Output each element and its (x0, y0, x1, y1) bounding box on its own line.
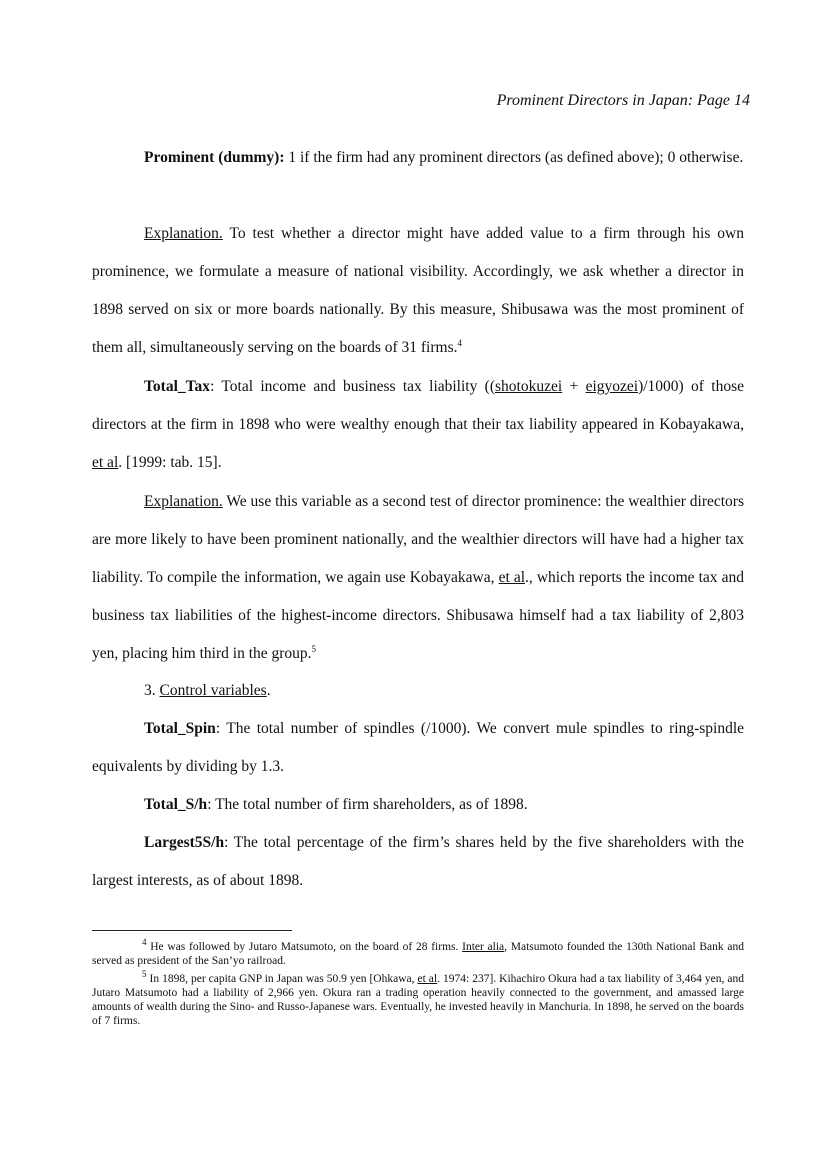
total-tax-text-c: . [1999: tab. 15]. (118, 454, 222, 471)
largest5-term: Largest5S/h (144, 834, 225, 851)
explanation-text-2a: We use this variable as a second test of director prominence: the wealthier directors are more likely to have been prominent nationally, and the wealthier directors will have had a higher tax liability. To compile the information, we again use Kobayakawa, (92, 493, 744, 586)
explanation-text-2b: ., which reports the income tax and business tax liabilities of the highest-income directors. Shibusawa himself had a tax liability of 2,803 yen, placing him third in the group. (92, 569, 744, 662)
explanation-paragraph-1 (92, 215, 744, 367)
prominent-definition (92, 139, 744, 177)
total-spin-definition (92, 710, 744, 786)
total-spin-term: Total_Spin (144, 720, 216, 737)
section-3-heading (92, 672, 744, 710)
footnote-4-text-a: He was followed by Jutaro Matsumoto, on the board of 28 firms. (146, 941, 463, 953)
explanation-text-1: To test whether a director might have added value to a firm through his own prominence, we formulate a measure of national visibility. Accordingly, we ask whether a director in 1898 served on six or more boards nationally. By this measure, Shibusawa was the most prominent of them all, simultaneously serving on the boards of 31 firms. (92, 225, 744, 356)
et-al-3: et al (417, 973, 438, 985)
total-tax-term: Total_Tax (144, 378, 211, 395)
total-tax-text-a: : Total income and business tax liability (( (210, 378, 496, 395)
total-spin-text: : The total number of spindles (/1000). We convert mule spindles to ring-spindle equivalents by dividing by 1.3. (92, 720, 744, 775)
section-3-number: 3. (144, 682, 160, 699)
shotokuzei-term: shotokuzei (495, 378, 563, 395)
footnote-ref-5: 5 (311, 643, 317, 654)
total-tax-plus: + (562, 378, 586, 395)
largest5-definition (92, 824, 744, 900)
footnote-4-text-b: , Matsumoto founded the 130th National Bank and served as president of the San’yo railroad. (92, 941, 744, 967)
running-header: Prominent Directors in Japan: Page 14 (496, 92, 750, 109)
total-sh-text: : The total number of firm shareholders, as of 1898. (207, 796, 528, 813)
et-al-1: et al (92, 454, 119, 471)
explanation-label-1: Explanation. (144, 225, 223, 242)
footnote-5-text-a: In 1898, per capita GNP in Japan was 50.9 yen [Ohkawa, (146, 973, 418, 985)
footnote-mark-4: 4 (142, 937, 147, 948)
et-al-2: et al (498, 569, 526, 586)
largest5-text: : The total percentage of the firm’s shares held by the five shareholders with the largest interests, as of about 1898. (92, 834, 744, 889)
footnote-separator (92, 930, 292, 931)
section-3-period: . (266, 682, 271, 699)
footnote-4 (92, 937, 744, 968)
prominent-term: Prominent (dummy): (144, 149, 285, 166)
total-tax-definition (92, 368, 744, 482)
prominent-text: 1 if the firm had any prominent directors (as defined above); 0 otherwise. (284, 149, 744, 166)
inter-alia: Inter alia (462, 941, 505, 953)
eigyozei-term: eigyozei (585, 378, 639, 395)
section-3-title: Control variables (159, 682, 267, 699)
explanation-label-2: Explanation. (144, 493, 223, 510)
explanation-paragraph-2 (92, 483, 744, 673)
footnote-5-text-b: . 1974: 237]. Kihachiro Okura had a tax liability of 3,464 yen, and Jutaro Matsumoto had a liability of 2,966 yen. Okura ran a trading operation heavily connected to the government, and amassed large amounts of wealth during the Sino- and Russo-Japanese wars. Eventually, he invested heavily in Manchuria. In 1898, he served on the boards of 7 firms. (92, 973, 744, 1027)
total-sh-definition (92, 786, 744, 824)
total-sh-term: Total_S/h (144, 796, 208, 813)
footnote-mark-5: 5 (142, 969, 147, 980)
total-tax-text-b: )/1000) of those directors at the firm in 1898 who were wealthy enough that their tax liability appeared in Kobayakawa, (92, 378, 745, 433)
footnote-5 (92, 969, 744, 1028)
footnote-ref-4: 4 (457, 337, 462, 348)
